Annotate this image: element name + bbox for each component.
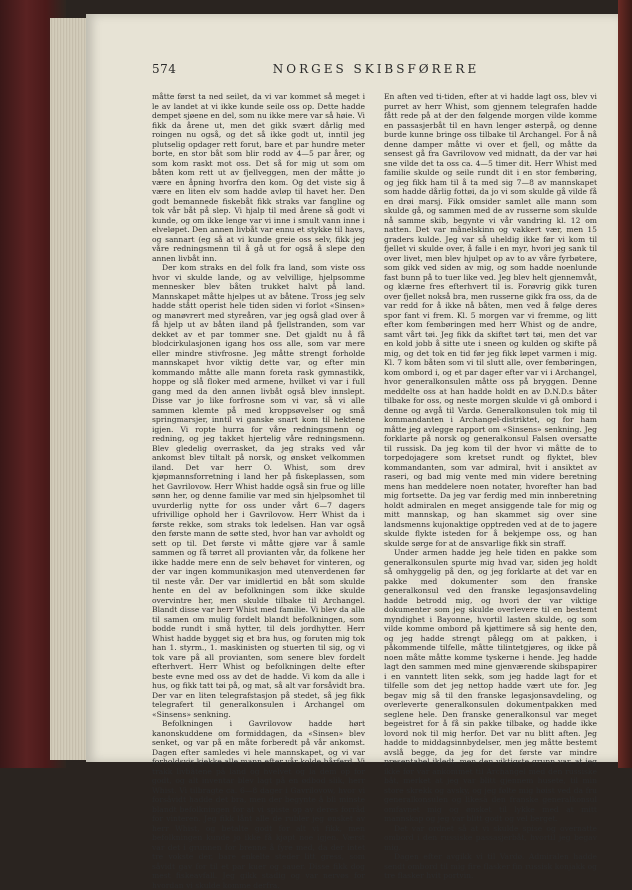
paragraph: En aften ved ti-tiden, efter at vi hadde lagt oss, blev vi purret av herr Whist, som gjennem telegrafen hadde fått rede på at der den følgende morgen vilde komme en passasjerbåt til en havn lenger østerpå, og denne burde kunne bringe oss tilbake til Archangel. For å nå denne damper måtte vi over et fjell, og måtte da sensest gå fra Gavrilovow ved midnatt, da der var høi sne vilde det ta oss ca. 4—5 timer dit. Herr Whist med familie skulde og seile rundt dit i en stor fembøring, og jeg fikk ham til å ta med sig 7—8 av mannskapet som hadde dårlig fottøi, da jo vi som skulde gå vilde få en drøi marsj. Fikk omsider samlet alle mann som skulde gå, og sammen med de av russerne som skulde nå samme skib, begynte vi vår vandring kl. 12 om natten. Det var månelskinn og vakkert vær, men 15 graders kulde. Jeg var så uheldig ikke før vi kom til fjellet vi skulde over, å falle i en myr, hvori jeg sank til over livet, men blev hjulpet op av to av våre fyrbøtere, som gikk ved siden av mig, og som hadde noenlunde fast bunn på to tuer like ved. Jeg blev helt gjennemvåt, og klærne fres efterhvert til is. Forøvrig gikk turen over fjellet nokså bra, men russerne gikk fra oss, da de var redd for å ikke nå båten, men ved å følge deres spor fant vi frem. Kl. 5 morgen var vi fremme, og litt efter kom fembøringen med herr Whist og de andre, samt vårt tøi. Jeg fikk da skiftet tørt tøi, men det var en kold jobb å sitte ute i sneen og kulden og skifte på mig, og det tok en tid før jeg fikk løpet varmen i mig. Kl. 7 kom båten som vi til slutt alle, over fembøringen, kom ombord i, og et par dager efter var vi i Archangel, hvor generalkonsulen måtte oss på bryggen. Denne meddelte oss at han hadde holdt en av D.N.D.s båter tilbake for oss, og neste morgen skulde vi gå ombord i denne og avgå til Vardø. Generalkonsulen tok mig til kommandanten i Archangel-distriktet, og for ham måtte jeg avlegge rapport om «Sinsens» senkning. Jeg forklarte på norsk og generalkonsul Falsen oversatte til russisk. Da jeg kom til der hvor vi måtte de to torpedojagere som kretset rundt og flyktet, blev kommandanten, som var admiral, hvit i ansiktet av raseri, og bad mig vente med min videre beretning mens han meddelere noen notater, hvorefter han bad mig fortsette. Da jeg var ferdig med min innberetning holdt admiralen en meget ansiggende tale for mig og mitt mannskap, og han skammet sig over sine landsmenns kujonaktige opptreden ved at de to jagere skulde flykte isteden for å bekjempe oss, og han skulde sørge for at de ansvarlige fikk sin straff. [384,92,597,548]
paragraph: Dagen efter avgikk vi til Vardø. Admiralen hadde sendt ombord til mig fire flasker fin russisk konjakk og tre flasker hvit portvin. [384,852,597,880]
running-title: NORGES SKIBSFØRERE [272,62,480,76]
page-edges [50,18,90,760]
text-column-right [384,92,597,880]
paragraph: Det var ordnet så at vi skulde spise og overnatte ombord i den russiske passasjerbåt, hvortil jeg begav mig. [384,823,597,852]
book-cover-edge [618,0,632,768]
paragraph: Befolkningen i Gavrilovow hadde hørt kanonskuddene om formiddagen, da «Sinsen» blev senket, og var på en måte forberedt på vår ankomst. Dagen efter samledes vi hele mannskapet, og vi var forholdsvis kjekke alle mann efter vår kolde bårferd. Vi trakk livbåtene på land og hvelvet og la dem op for godt, og alt inventar blev lagt på en ødbod slik, herr Whist. Vi tilbragte ca. 6—8 dager i Gavrilovow, hvor vi forsåvidt hadde det bra, men der begynte å bli minste blandt befolkningen for at vi spiste op av deres forråd for vinteren. Jeg fikk lånt alle de rubler jeg ønsket av herr Whist, og betalte godt for alt vi fikk, men befolkningen kunde jo ikke få kjøpt noe igjen. Værst var det i grunnen for brenne å fyre med, da der intet tre vokste der, bare enkelte steder litt gress, som såvidt gav for til et par kuer og sauer. Disse fikk dog mest fiskeavfall. Jeg gikk stadig og var nervøs for hvordan vi skulde komme derfra. [152,719,366,890]
book-page [86,14,618,890]
text-column-left [152,92,366,890]
page-header [152,62,600,80]
page-number: 574 [152,62,177,76]
paragraph: Under armen hadde jeg hele tiden en pakke som generalkonsulen spurte mig hvad var, siden jeg holdt så omhyggelig på den, og jeg forklarte at det var en pakke med dokumenter som den franske generalkonsul ved den franske legasjonsavdeling hadde betrodd mig, og hvori der var viktige dokumenter som jeg skulde overlevere til en bestemt myndighet i Bayonne, hvortil lasten skulde, og som vilde komme ombord på kjøttimere så sig hente den, og jeg hadde strengt pålegg om at pakken, i påkommende tilfelle, måtte tilintetgjøres, og ikke på noen måte måtte komme tyskerne i hende. Jeg hadde lagt den sammen med mine gjenværende skibspapirer i en vanntett liten sekk, som jeg hadde lagt for et tilfelle som det jeg nettop hadde vært ute for. Jeg begav mig så til den franske legasjonsavdeling, og overleverte generalkonsulen dokumentpakken med seglene hele. Den franske generalkonsul var meget begeistret for å få sin pakke tilbake, og hadde ikke lovord nok til mig herfor. Det var nu blitt aften. Jeg hadde to middagsinnbydelser, men jeg måtte bestemt avslå begge, da jeg for det første var mindre presentabel ikledt, men den viktigste grunn var, at jeg ikke før var ankommet til Archangel med den russiske båt, merket at jeg var blitt gjennem husete, til min store skrekk og avsky, og jeg følte mig høist ved da fru generalkonsulen og likesà den franske generalkonsul omfavnet mig og ønsket til lykke med at mitt mannskap og jeg var blitt godt og vel berget. [384,548,597,823]
paragraph: måtte først ta ned seilet, da vi var kommet så meget i le av landet at vi ikke kunde seile oss op. Dette hadde dempet sjøene en del, som nu ikke mere var så høie. Vi fikk da årene ut, men det gikk svært dårlig med roingen nu også, og det så ikke godt ut, inntil jeg plutselig opdager rett forut, bare et par hundre meter borte, en stor båt som blir rodd av 4—5 par årer, og som kom raskt mot oss. Det så for mig ut som om båten kom rett ut av fjellveggen, men der måtte jo være en åpning hvorfra den kom. Og det viste sig å være en liten elv som hadde avløp til havet her. Den godt bemannede fiskebåt fikk straks var fangline og tok vår båt på slep. Vi hjalp til med årene så godt vi kunde, og om ikke lenge var vi inne i smult vann inne i elveløpet. Den annen livbåt var ennu et stykke til havs, og sannart (eg så at vi kunde greie oss selv, fikk jeg våre redningsmenn til å gå ut for også å slepe den annen livbåt inn. [152,92,365,263]
paragraph: Der kom straks en del folk fra land, som viste oss hvor vi skulde lande, og av velvillige, hjelpsomme mennesker blev båten trukket halvt på land. Mannskapet måtte hjelpes ut av båtene. Tross jeg selv hadde stått operist hele tiden siden vi forlot «Sinsen» og manøvrert med styreåren, var jeg også glad over å få hjelp ut av båten iland på fjellstranden, som var dekket av et par tommer sne. Det gjaldt nu å få blodcirkulasjonen igang hos oss alle, som var mere eller mindre stivfrosne. Jeg måtte strengt forholde mannskapet hvor viktig dette var, og efter min kommando måtte alle mann foreta rask gymnastikk, hoppe og slå floker med armene, hvilket vi var i full gang med da den annen livbåt også blev innslept. Disse var jo like forfrosne som vi var, så vi alle sammen klemte på med kroppsøvelser og små springmarsjer, inntil vi ganske snart kom til hektene igjen. Vi ropte hurra for våre redningsmenn og redning, og jeg takket hjertelig våre redningsmenn. Blev gledelig overrasket, da jeg straks ved vår ankomst blev tiltalt på norsk, og ønsket velkommen iland. Det var herr O. Whist, som drev kjøpmannsforretning i land her på fiskeplassen, som het Gavrilovow. Herr Whist hadde også sin frue og lille sønn her, og denne familie var med sin hjelpsomhet til uvurderlig nytte for oss under vårt 6—7 dagers ufrivillige ophold her i Gavrilovow. Herr Whist da i første rekke, som straks tok ledelsen. Han var også den første mann de søtte sted, hvor han var avholdt og sett op til. Det første vi måtte gjøre var å samle sammen og få tørret all provianten vår, da folkene her ikke hadde mere enn de selv behøvet for vinteren, og der var ingen kommunikasjon med utenverdenen før til neste vår. Der var imidlertid en båt som skulde hente en del av befolkningen som ikke skulde overvintre her, men skulde tilbake til Archangel. Blandt disse var herr Whist med familie. Vi blev da alle til samen om mulig fordelt blandt befolkningen, som bodde rundt i små hytter, til dels jordhytter. Herr Whist hadde bygget sig et bra hus, og foruten mig tok han 1. styrm., 1. maskinisten og stuerten til sig, og vi tok vare på all provianten, som senere blev fordelt efterhvert. Herr Whist og befolkningen delte efter beste evne med oss av det de hadde. Vi kom da alle i hus, og fikk tatt tøi på, og mat, så alt var forsåvidt bra. Der var en liten telegrafstasjon på stedet, så jeg fikk telegrafert til generalkonsulen i Archangel om «Sinsens» senkning. [152,263,365,719]
